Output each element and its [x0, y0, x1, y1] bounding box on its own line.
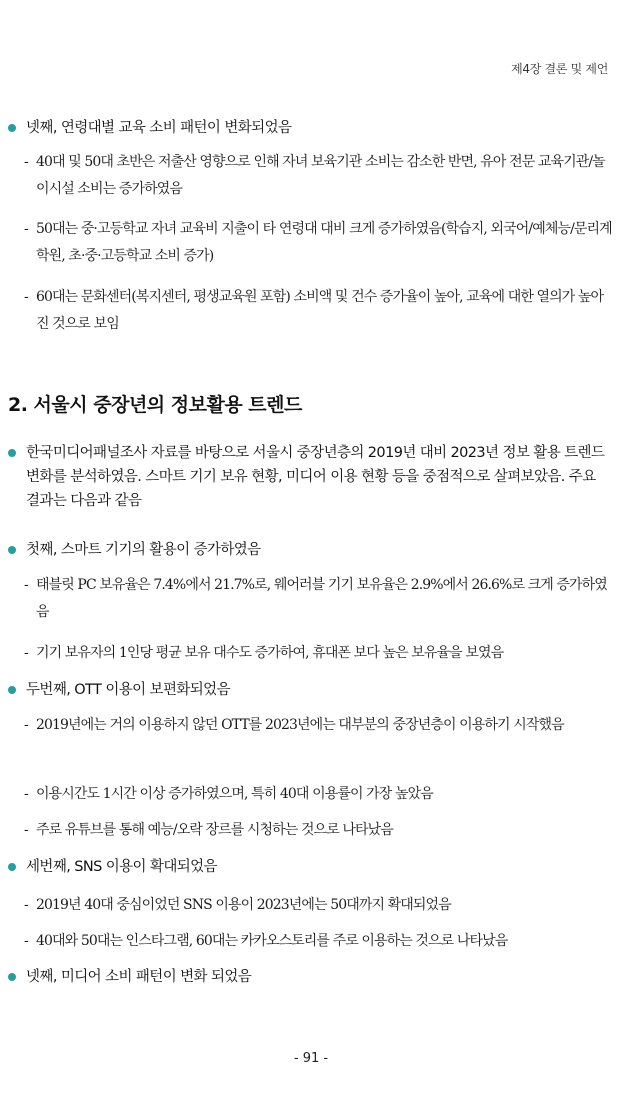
dash-marker: - — [24, 289, 28, 305]
dash-marker: - — [24, 822, 28, 838]
dash-marker: - — [24, 897, 28, 913]
bullet-section-intro — [8, 441, 608, 513]
page-number: - 91 - — [293, 1051, 329, 1066]
sub-text: 2019년에는 거의 이용하지 않던 OTT를 2023년에는 대부분의 중장년층이 이용하기 시작했음 — [36, 717, 564, 733]
sub-text: 50대는 중·고등학교 자녀 교육비 지출이 타 연령대 대비 크게 증가하였음(학습지, 외국어/예체능/문리계 학원, 초·중·고등학교 소비 증가) — [36, 221, 612, 264]
sub-item — [24, 572, 612, 626]
bullet-sns — [8, 855, 608, 879]
sub-item — [24, 892, 612, 919]
sub-text: 주로 유튜브를 통해 예능/오락 장르를 시청하는 것으로 나타났음 — [36, 822, 393, 838]
sub-text: 기기 보유자의 1인당 평균 보유 대수도 증가하여, 휴대폰 보다 높은 보유율을 보였음 — [36, 645, 504, 661]
sub-item — [24, 781, 612, 808]
bullet-dot-icon — [8, 863, 16, 871]
bullet-dot-icon — [8, 686, 16, 694]
sub-item — [24, 928, 612, 955]
bullet-dot-icon — [8, 973, 16, 981]
sub-item — [24, 284, 612, 338]
bullet-text: 첫째, 스마트 기기의 활용이 증가하였음 — [26, 542, 261, 558]
sub-item — [24, 640, 612, 667]
sub-text: 60대는 문화센터(복지센터, 평생교육원 포함) 소비액 및 건수 증가율이 높아, 교육에 대한 열의가 높아진 것으로 보임 — [36, 289, 604, 332]
bullet-dot-icon — [8, 124, 16, 132]
dash-marker: - — [24, 645, 28, 661]
dash-marker: - — [24, 221, 28, 237]
sub-item — [24, 216, 612, 270]
bullet-text: 두번째, OTT 이용이 보편화되었음 — [26, 682, 230, 698]
dash-marker: - — [24, 933, 28, 949]
dash-marker: - — [24, 577, 28, 593]
sub-text: 태블릿 PC 보유율은 7.4%에서 21.7%로, 웨어러블 기기 보유율은 2.9%에서 26.6%로 크게 증가하였음 — [36, 577, 607, 620]
sub-item — [24, 149, 612, 203]
dash-marker: - — [24, 786, 28, 802]
sub-text: 40대와 50대는 인스타그램, 60대는 카카오스토리를 주로 이용하는 것으로 나타났음 — [36, 933, 508, 949]
bullet-dot-icon — [8, 546, 16, 554]
bullet-smart-devices — [8, 538, 608, 562]
dash-marker: - — [24, 154, 28, 170]
sub-text: 40대 및 50대 초반은 저출산 영향으로 인해 자녀 보육기관 소비는 감소한 반면, 유아 전문 교육기관/놀이시설 소비는 증가하였음 — [36, 154, 605, 197]
bullet-media-consumption — [8, 965, 608, 989]
running-header: 제4장 결론 및 제언 — [511, 62, 608, 76]
sub-item — [24, 712, 612, 739]
section-title: 2. 서울시 중장년의 정보활용 트렌드 — [8, 394, 302, 416]
bullet-text: 넷째, 미디어 소비 패턴이 변화 되었음 — [26, 969, 252, 985]
dash-marker: - — [24, 717, 28, 733]
bullet-text: 한국미디어패널조사 자료를 바탕으로 서울시 중장년층의 2019년 대비 2023년 정보 활용 트렌드 변화를 분석하였음. 스마트 기기 보유 현황, 미디어 이용 현황 등을 중점적으로 살펴보았음. 주요 결과는 다음과 같음 — [26, 445, 605, 509]
bullet-text: 넷째, 연령대별 교육 소비 패턴이 변화되었음 — [26, 120, 292, 136]
bullet-ott — [8, 678, 608, 702]
bullet-text: 세번째, SNS 이용이 확대되었음 — [26, 859, 217, 875]
sub-text: 이용시간도 1시간 이상 증가하였으며, 특히 40대 이용률이 가장 높았음 — [36, 786, 433, 802]
sub-item — [24, 817, 612, 844]
bullet-education-consumption — [8, 116, 608, 140]
bullet-dot-icon — [8, 449, 16, 457]
sub-text: 2019년 40대 중심이었던 SNS 이용이 2023년에는 50대까지 확대되었음 — [36, 897, 451, 913]
